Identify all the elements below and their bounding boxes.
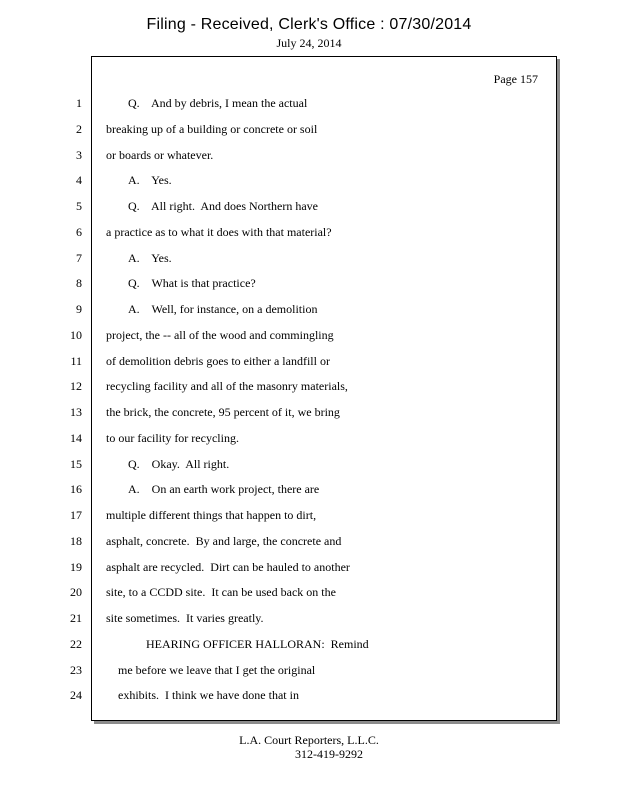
line-number: 18 — [70, 534, 82, 548]
transcript-line: a practice as to what it does with that material? — [106, 225, 332, 239]
line-number: 5 — [76, 199, 82, 213]
transcript-line: asphalt are recycled. Dirt can be hauled to another — [106, 560, 350, 574]
transcript-line: breaking up of a building or concrete or soil — [106, 122, 318, 136]
filing-stamp: Filing - Received, Clerk's Office : 07/30/2014 — [146, 16, 472, 33]
transcript-line: me before we leave that I get the original — [118, 663, 316, 677]
line-number: 11 — [70, 354, 82, 368]
page-number: Page 157 — [493, 72, 538, 86]
transcript-line: site sometimes. It varies greatly. — [106, 611, 264, 625]
transcript-line: Q. All right. And does Northern have — [128, 199, 318, 213]
transcript-line: or boards or whatever. — [106, 148, 214, 162]
transcript-line: Q. What is that practice? — [128, 276, 256, 290]
line-number: 1 — [76, 96, 82, 110]
line-number: 4 — [76, 173, 82, 187]
line-number: 7 — [76, 251, 82, 265]
line-number: 6 — [76, 225, 82, 239]
line-number: 13 — [70, 405, 82, 419]
line-number: 2 — [76, 122, 82, 136]
footer-company: L.A. Court Reporters, L.L.C. — [239, 733, 379, 747]
line-number: 12 — [70, 379, 82, 393]
transcript-line: A. Well, for instance, on a demolition — [128, 302, 318, 316]
transcript-line: recycling facility and all of the masonry materials, — [106, 379, 348, 393]
transcript-line: asphalt, concrete. By and large, the concrete and — [106, 534, 342, 548]
transcript-line: A. Yes. — [128, 251, 172, 265]
line-number: 22 — [70, 637, 82, 651]
line-number: 20 — [70, 585, 82, 599]
transcript-line: site, to a CCDD site. It can be used back on the — [106, 585, 336, 599]
line-number: 15 — [70, 457, 82, 471]
line-number: 14 — [70, 431, 82, 445]
line-number: 17 — [70, 508, 82, 522]
line-number: 3 — [76, 148, 82, 162]
transcript-line: HEARING OFFICER HALLORAN: Remind — [146, 637, 369, 651]
transcript-line: A. On an earth work project, there are — [128, 482, 320, 496]
footer-phone: 312-419-9292 — [295, 747, 363, 761]
line-number: 23 — [70, 663, 82, 677]
transcript-line: exhibits. I think we have done that in — [118, 688, 299, 702]
line-number: 9 — [76, 302, 82, 316]
transcript-line: A. Yes. — [128, 173, 172, 187]
transcript-line: Q. And by debris, I mean the actual — [128, 96, 308, 110]
line-number: 8 — [76, 276, 82, 290]
transcript-line: Q. Okay. All right. — [128, 457, 230, 471]
transcript-line: of demolition debris goes to either a landfill or — [106, 354, 330, 368]
line-number: 10 — [70, 328, 82, 342]
transcript-line: project, the -- all of the wood and commingling — [106, 328, 334, 342]
transcript-line: the brick, the concrete, 95 percent of it, we bring — [106, 405, 340, 419]
line-number: 19 — [70, 560, 82, 574]
transcript-date: July 24, 2014 — [276, 36, 342, 50]
line-number: 16 — [70, 482, 82, 496]
transcript-line: to our facility for recycling. — [106, 431, 239, 445]
transcript-line: multiple different things that happen to dirt, — [106, 508, 317, 522]
line-number: 24 — [70, 688, 82, 702]
line-number: 21 — [70, 611, 82, 625]
